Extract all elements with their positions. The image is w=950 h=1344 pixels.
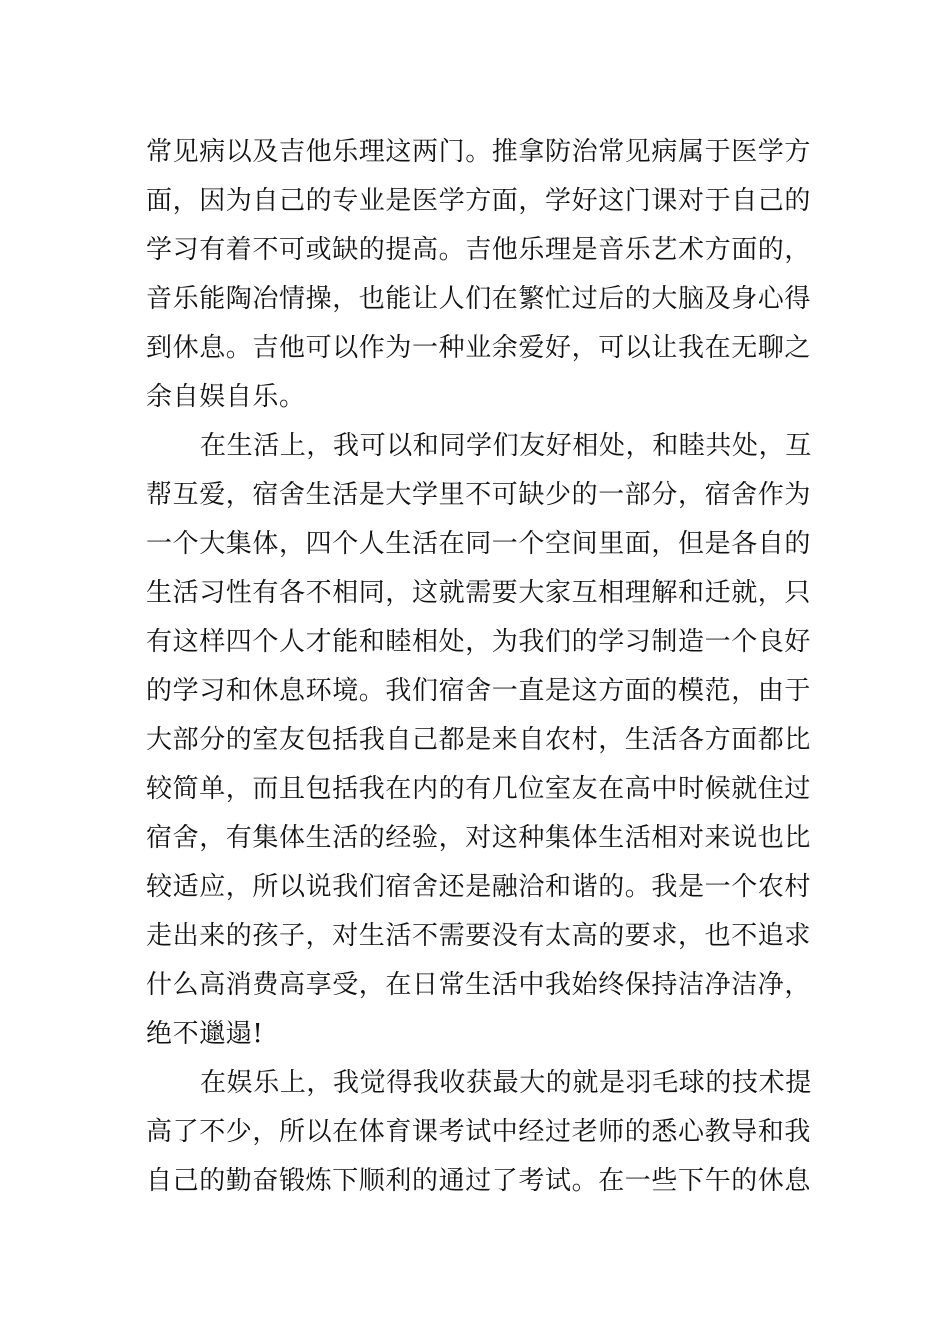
- text-line: 走出来的孩子，对生活不需要没有太高的要求，也不追求: [146, 921, 812, 951]
- text-line: 高了不少，所以在体育课考试中经过老师的悉心教导和我: [146, 1117, 812, 1147]
- text-line: 宿舍，有集体生活的经验，对这种集体生活相对来说也比: [146, 823, 812, 853]
- text-line: 较简单，而且包括我在内的有几位室友在高中时候就住过: [146, 774, 812, 804]
- text-line: 学习有着不可或缺的提高。吉他乐理是音乐艺术方面的，: [146, 235, 812, 265]
- paragraph-1: [146, 128, 812, 422]
- text-line: 什么高消费高享受，在日常生活中我始终保持洁净洁净，: [146, 970, 812, 1000]
- text-line: 音乐能陶冶情操，也能让人们在繁忙过后的大脑及身心得: [146, 284, 812, 314]
- paragraph-3: [146, 1059, 812, 1206]
- text-line: 在生活上，我可以和同学们友好相处，和睦共处，互: [200, 431, 812, 461]
- text-line: 绝不邋遢!: [146, 1019, 264, 1049]
- text-line: 余自娱自乐。: [146, 382, 306, 412]
- text-line: 较适应，所以说我们宿舍还是融洽和谐的。我是一个农村: [146, 872, 812, 902]
- text-line: 有这样四个人才能和睦相处，为我们的学习制造一个良好: [146, 627, 812, 657]
- text-line: 大部分的室友包括我自己都是来自农村，生活各方面都比: [146, 725, 812, 755]
- text-line: 帮互爱，宿舍生活是大学里不可缺少的一部分，宿舍作为: [146, 480, 812, 510]
- text-line: 自己的勤奋锻炼下顺利的通过了考试。在一些下午的休息: [146, 1166, 812, 1196]
- text-line: 到休息。吉他可以作为一种业余爱好，可以让我在无聊之: [146, 333, 812, 363]
- text-line: 面，因为自己的专业是医学方面，学好这门课对于自己的: [146, 186, 812, 216]
- paragraph-2: [146, 422, 812, 1059]
- text-line: 一个大集体，四个人生活在同一个空间里面，但是各自的: [146, 529, 812, 559]
- text-line: 常见病以及吉他乐理这两门。推拿防治常见病属于医学方: [146, 137, 812, 167]
- text-line: 生活习性有各不相同，这就需要大家互相理解和迁就，只: [146, 578, 812, 608]
- text-line: 在娱乐上，我觉得我收获最大的就是羽毛球的技术提: [200, 1068, 812, 1098]
- document-body: [146, 128, 812, 1206]
- text-line: 的学习和休息环境。我们宿舍一直是这方面的模范，由于: [146, 676, 812, 706]
